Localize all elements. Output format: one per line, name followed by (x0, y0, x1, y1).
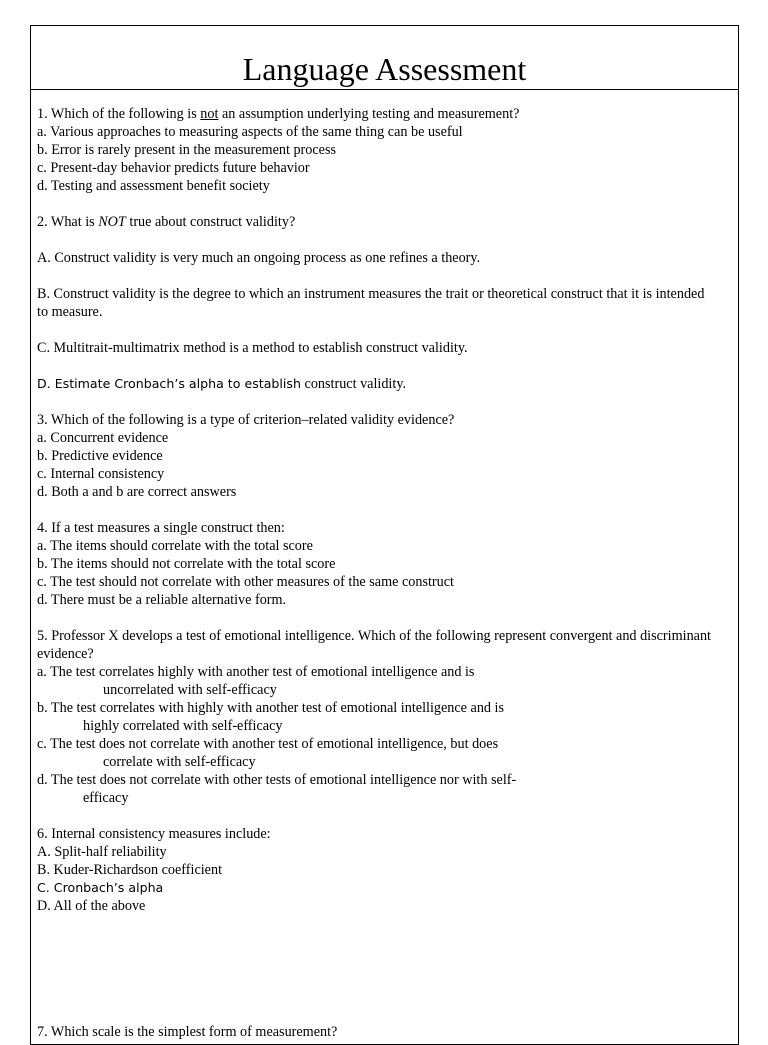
answer-option: b. Predictive evidence (37, 448, 163, 464)
stem-emphasis: NOT (98, 214, 126, 230)
answer-option: b. The items should not correlate with the total score (37, 556, 336, 572)
answer-option: d. Testing and assessment benefit society (37, 178, 270, 194)
question-stem (37, 105, 738, 123)
answer-option: B. Construct validity is the degree to which an instrument measures the trait or theoretical construct that it is intended to measure. (37, 286, 705, 320)
answer-option: A. Split-half reliability (37, 844, 167, 860)
answer-option: A. Construct validity is very much an ongoing process as one refines a theory. (37, 250, 481, 266)
answer-option: a. Various approaches to measuring aspects of the same thing can be useful (37, 124, 463, 140)
question-stem (37, 213, 738, 231)
question-stem: 3. Which of the following is a type of criterion–related validity evidence? (37, 412, 455, 428)
question-2 (37, 213, 738, 393)
answer-option: a. Concurrent evidence (37, 430, 169, 446)
answer-option (37, 375, 738, 393)
stem-text: an assumption underlying testing and measurement? (218, 106, 520, 122)
option-text: construct validity. (300, 376, 407, 392)
question-3 (37, 411, 738, 501)
answer-option: a. The test correlates highly with another test of emotional intelligence and is (37, 664, 475, 680)
question-4 (37, 519, 738, 609)
question-1 (37, 105, 738, 195)
stem-emphasis: not (200, 106, 219, 122)
answer-option: B. Kuder-Richardson coefficient (37, 862, 223, 878)
stem-text: 1. Which of the following is (37, 106, 201, 122)
answer-option-continuation: highly correlated with self-efficacy (83, 718, 283, 734)
answer-option: c. The test does not correlate with another test of emotional intelligence, but does (37, 736, 499, 752)
answer-option-continuation: correlate with self-efficacy (103, 754, 256, 770)
stem-text: true about construct validity? (125, 214, 296, 230)
answer-option: d. Both a and b are correct answers (37, 484, 237, 500)
title-box (31, 26, 738, 90)
question-5 (37, 627, 738, 807)
question-7 (37, 1023, 738, 1041)
question-stem: 4. If a test measures a single construct then: (37, 520, 285, 536)
answer-option: d. The test does not correlate with other tests of emotional intelligence nor with self- (37, 772, 517, 788)
answer-option: c. Present-day behavior predicts future behavior (37, 160, 310, 176)
answer-option: b. Error is rarely present in the measurement process (37, 142, 337, 158)
document-content (31, 90, 738, 1041)
answer-option: C. Multitrait-multimatrix method is a method to establish construct validity. (37, 340, 468, 356)
question-stem: 7. Which scale is the simplest form of measurement? (37, 1024, 338, 1040)
answer-option: c. The test should not correlate with other measures of the same construct (37, 574, 454, 590)
answer-option-continuation: efficacy (83, 790, 129, 806)
question-stem: 6. Internal consistency measures include: (37, 826, 271, 842)
question-6 (37, 825, 738, 915)
document-page (30, 25, 739, 1045)
stem-text: 2. What is (37, 214, 99, 230)
answer-option: a. The items should correlate with the total score (37, 538, 313, 554)
answer-option: b. The test correlates with highly with another test of emotional intelligence and is (37, 700, 505, 716)
option-text-sans: D. Estimate Cronbach’s alpha to establish (37, 376, 301, 391)
question-stem: 5. Professor X develops a test of emotional intelligence. Which of the following represent convergent and discriminant evidence? (37, 628, 711, 662)
answer-option: C. Cronbach’s alpha (37, 880, 164, 895)
answer-option: d. There must be a reliable alternative form. (37, 592, 287, 608)
answer-option-continuation: uncorrelated with self-efficacy (103, 682, 277, 698)
answer-option: c. Internal consistency (37, 466, 165, 482)
document-title: Language Assessment (242, 51, 527, 87)
answer-option: D. All of the above (37, 898, 146, 914)
